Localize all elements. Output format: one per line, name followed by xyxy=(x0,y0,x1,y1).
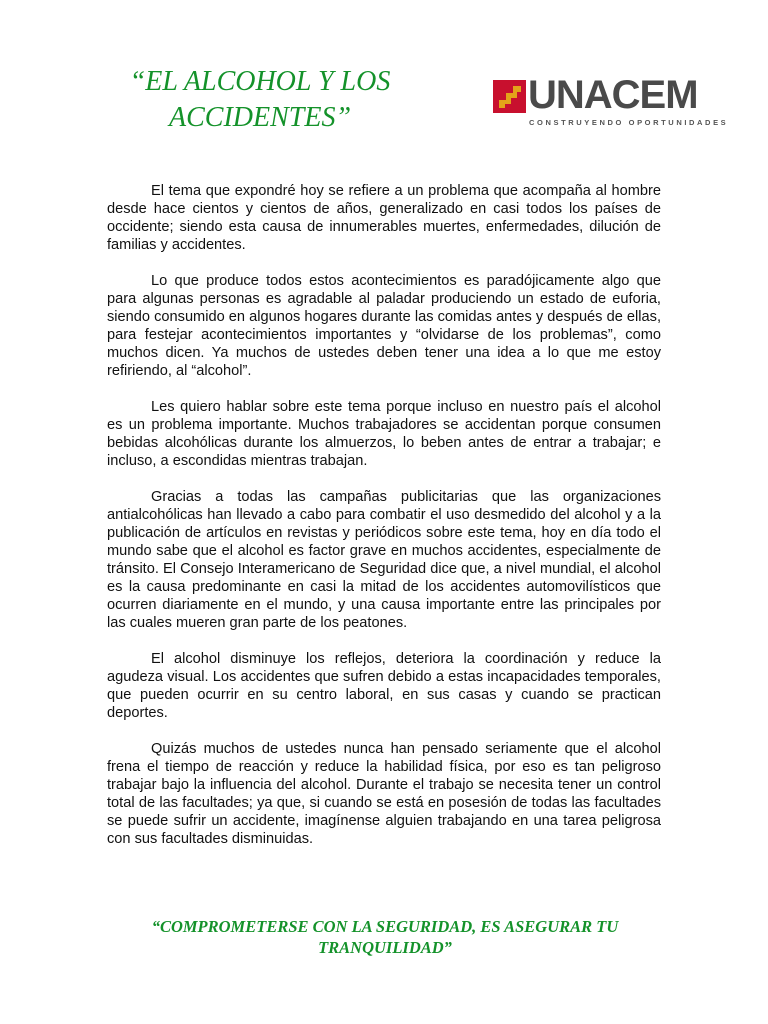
paragraph: Quizás muchos de ustedes nunca han pensado seriamente que el alcohol frena el tiempo de reacción y reduce la habilidad física, por eso es tan peligroso trabajar bajo la influencia del alcohol. Durante el trabajo se necesita tener un control total de las facultades; ya que, si cuando se está en posesión de todas las facultades se puede sufrir un accidente, imagínense alguien trabajando en una tarea peligrosa con sus facultades disminuidas. xyxy=(107,741,661,847)
document-body xyxy=(107,182,661,866)
paragraph: Lo que produce todos estos acontecimientos es paradójicamente algo que para algunas personas es agradable al paladar produciendo un estado de euforia, siendo consumido en algunos hogares durante las comidas antes y después de ellas, para festejar acontecimientos importantes y “olvidarse de los problemas”, como muchos dicen. Ya muchos de ustedes deben tener una idea a lo que me estoy refiriendo, al “alcohol”. xyxy=(107,273,661,379)
footer-line-2: TRANQUILIDAD” xyxy=(318,938,452,957)
footer-line-1: “COMPROMETERSE CON LA SEGURIDAD, ES ASEGURAR TU xyxy=(151,917,619,936)
title-line-2: ACCIDENTES” xyxy=(168,102,352,133)
footer-slogan xyxy=(100,916,670,958)
unacem-logo-mark-icon xyxy=(493,80,526,113)
paragraph: Les quiero hablar sobre este tema porque incluso en nuestro país el alcohol es un problema importante. Muchos trabajadores se accidentan porque consumen bebidas alcohólicas durante los almuerzos, lo beben antes de entrar a trabajar; e incluso, a escondidas mientras trabajan. xyxy=(107,399,661,469)
document-title xyxy=(100,64,420,136)
logo-wordmark: UNACEM xyxy=(528,73,698,117)
paragraph: El tema que expondré hoy se refiere a un problema que acompaña al hombre desde hace cientos y cientos de años, generalizado en casi todos los países de occidente; siendo esta causa de innumerables muertes, enfermedades, dilución de familias y accidentes. xyxy=(107,183,661,253)
paragraph: El alcohol disminuye los reflejos, deteriora la coordinación y reduce la agudeza visual. Los accidentes que sufren debido a estas incapacidades temporales, que pueden ocurrir en su centro laboral, en sus casas y cuando se practican deportes. xyxy=(107,651,661,721)
title-line-1: “EL ALCOHOL Y LOS xyxy=(129,66,391,97)
logo-tagline: CONSTRUYENDO OPORTUNIDADES xyxy=(529,118,729,127)
unacem-logo xyxy=(493,73,729,132)
paragraph: Gracias a todas las campañas publicitarias que las organizaciones antialcohólicas han llevado a cabo para combatir el uso desmedido del alcohol y a la publicación de artículos en revistas y periódicos sobre este tema, hoy en día todo el mundo sabe que el alcohol es factor grave en muchos accidentes, especialmente de tránsito. El Consejo Interamericano de Seguridad dice que, a nivel mundial, el alcohol es la causa predominante en casi la mitad de los accidentes automovilísticos que ocurren diariamente en el mundo, y una causa importante entre las principales por las cuales mueren gran parte de los peatones. xyxy=(107,489,661,631)
